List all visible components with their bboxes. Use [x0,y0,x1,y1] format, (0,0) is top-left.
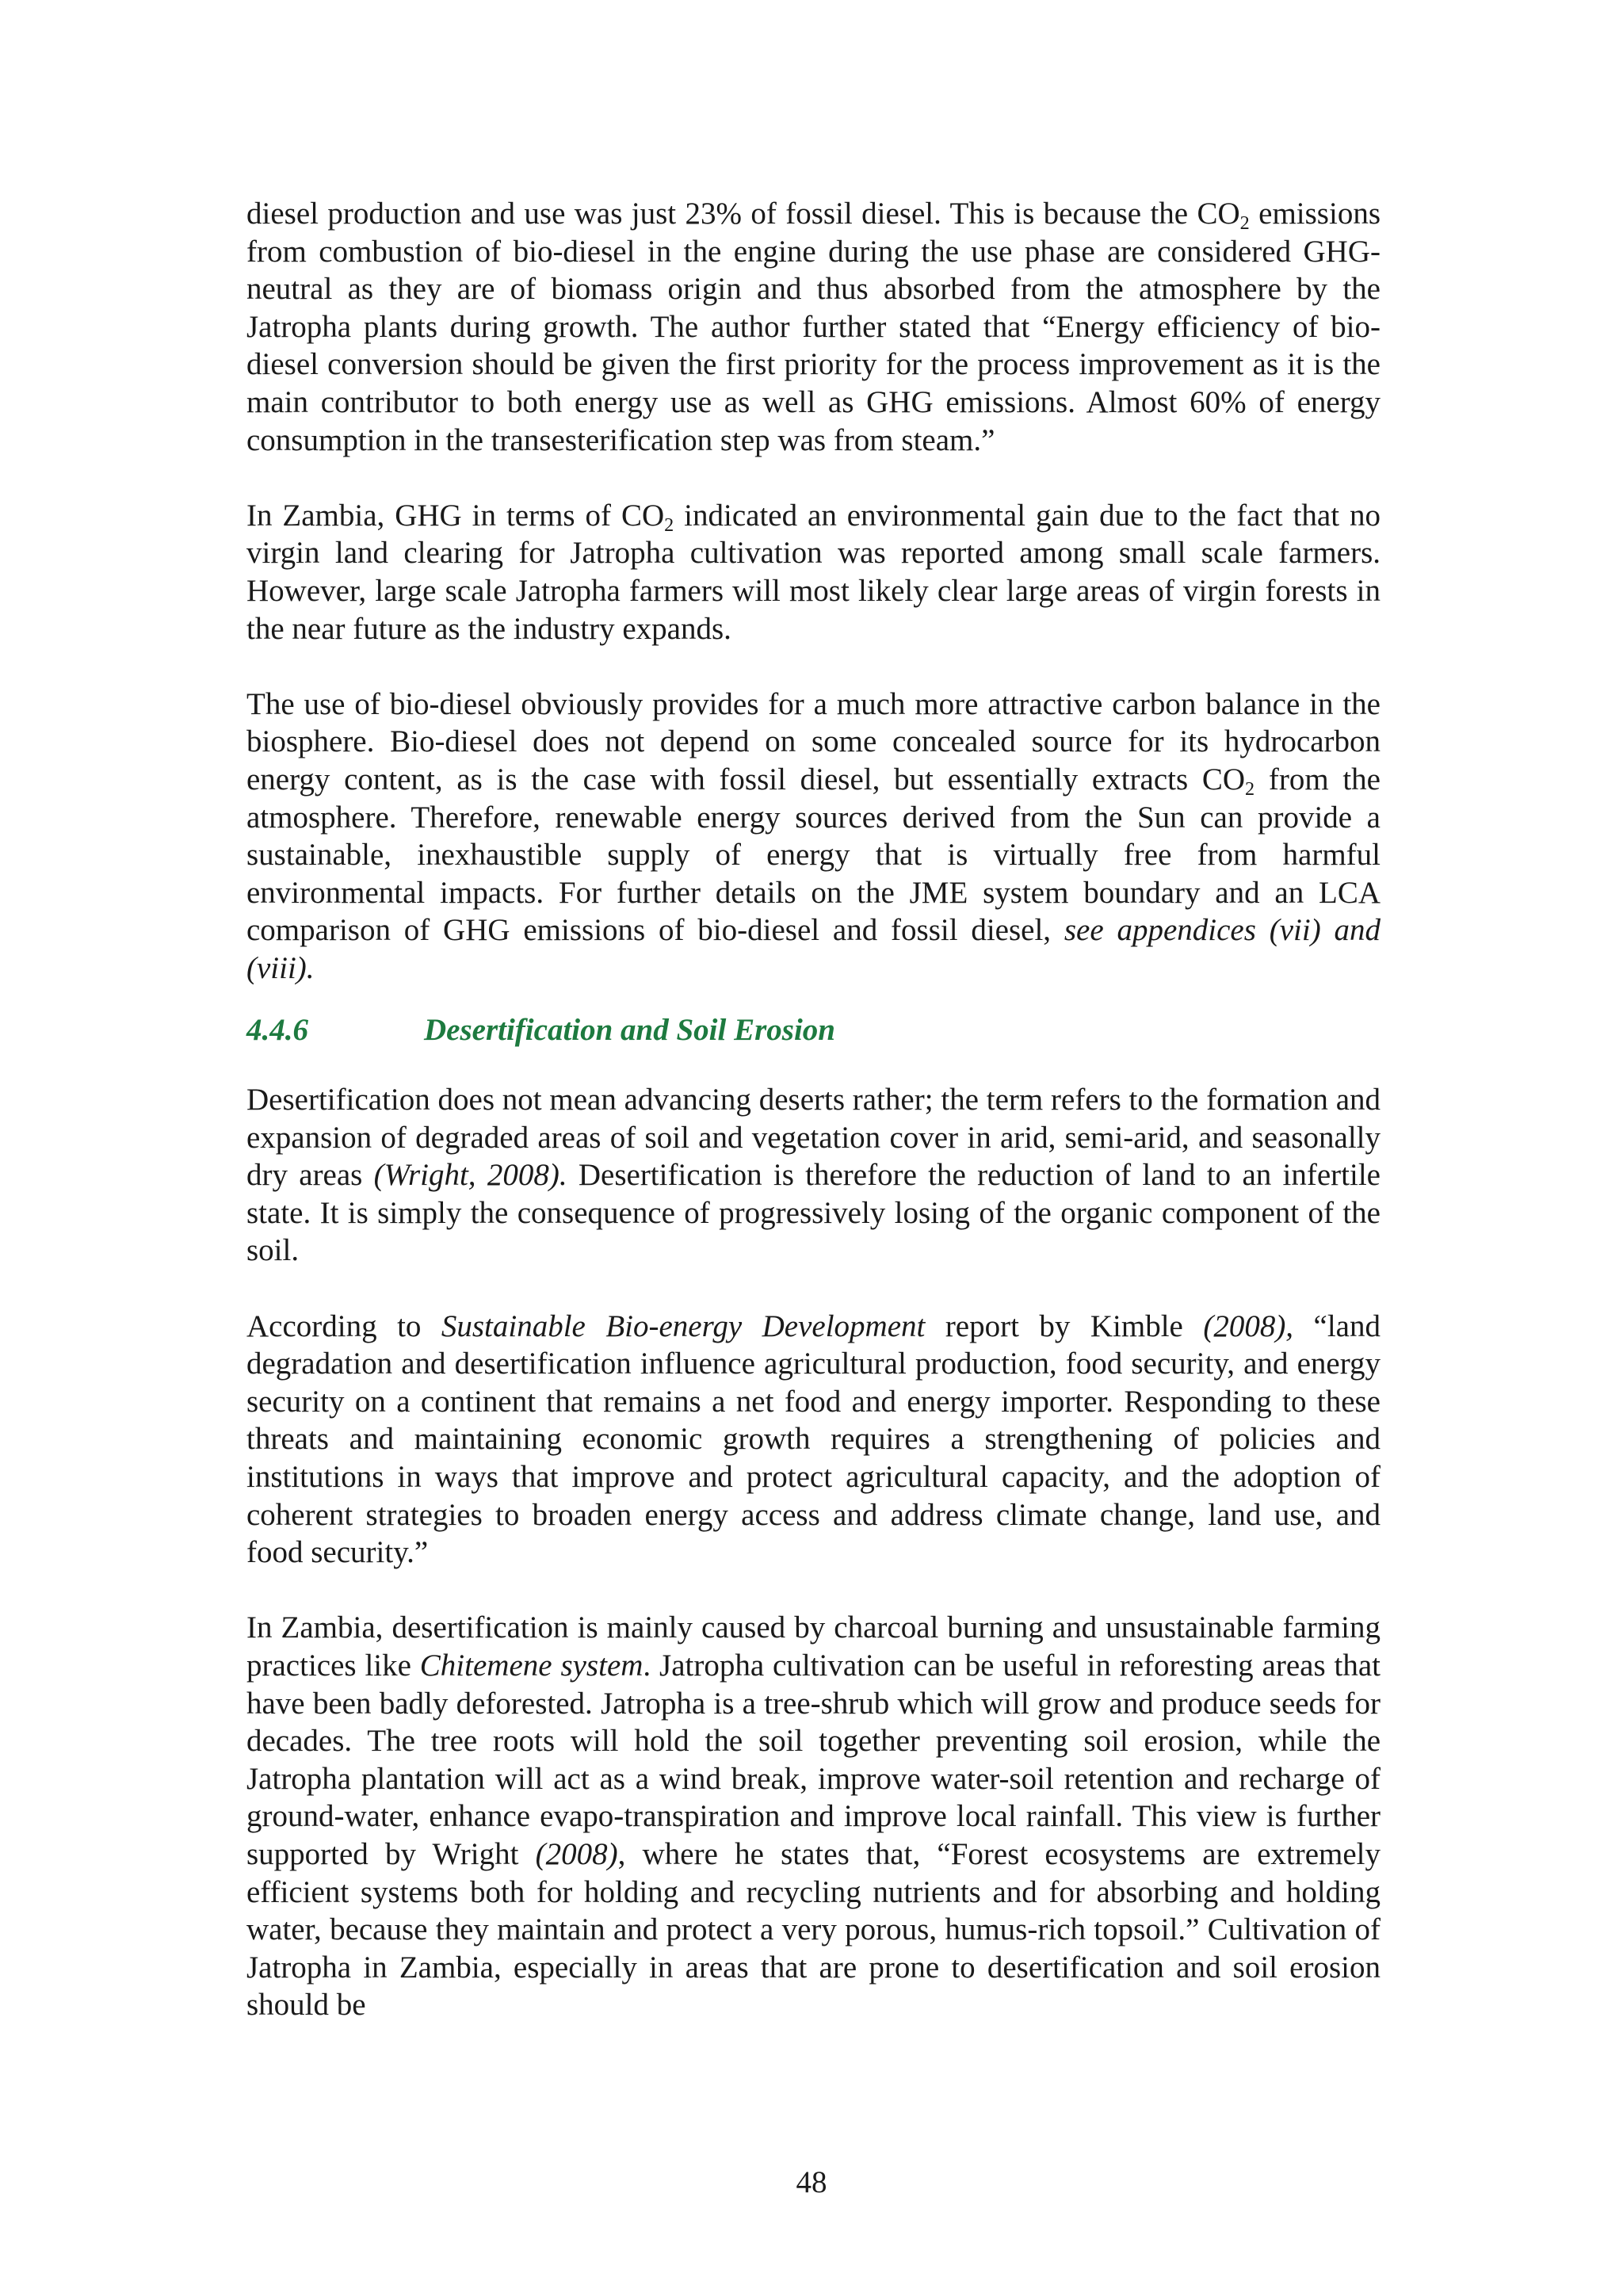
farming-system-term: Chitemene system [419,1648,643,1683]
text-segment: diesel production and use was just 23% of fossil diesel. This is because the CO [246,197,1240,231]
section-number: 4.4.6 [246,1013,308,1048]
paragraph-desertification-definition [246,1081,1381,1270]
paragraph-kimble-report [246,1308,1381,1572]
citation: (Wright, 2008). [373,1158,567,1193]
text-segment: indicated an environmental gain due to the fact that no virgin land clearing for Jatropha cultivation was reported among small scale farmers. However, large scale Jatropha farmers will most likely clear large areas of virgin forests in the near future as the industry expands. [246,498,1381,646]
text-segment: . Jatropha cultivation can be useful in reforesting areas that have been badly deforested. Jatropha is a tree-shrub which will grow and produce seeds for decades. The tree roots will hold the soil together preventing soil erosion, while the Jatropha plantation will act as a wind break, improve water-soil retention and recharge of ground-water, enhance evapo-transpiration and improve local rainfall. This view is further supported by Wright [246,1648,1381,1871]
text-segment: In Zambia, GHG in terms of CO [246,498,665,533]
page-number: 48 [796,2165,827,2199]
citation: (2008) [535,1836,618,1871]
paragraph-zambia-ghg [246,497,1381,648]
report-title: Sustainable Bio-energy Development [441,1308,926,1343]
text-segment: Desertification is therefore the reduction of land to an infertile state. It is simply the consequence of progressively losing of the organic component of the soil. [246,1158,1381,1268]
text-segment: , where he states that, “Forest ecosystems are extremely efficient systems both for holding and recycling nutrients and for absorbing and holding water, because they maintain and protect a very porous, humus-rich topsoil.” Cultivation of Jatropha in Zambia, especially in areas that are prone to desertification and soil erosion should be [246,1836,1381,2023]
text-segment: The use of bio-diesel obviously provides for a much more attractive carbon balance in the biosphere. Bio-diesel does not depend on some concealed source for its hydrocarbon energy content, as is the case with fossil diesel, but essentially extracts CO [246,686,1381,797]
section-title: Desertification and Soil Erosion [424,1013,835,1048]
text-segment: Desertification does not mean advancing deserts rather; the term refers to the formation and expansion of degraded areas of soil and vegetation cover in arid, semi-arid, and seasonally dry areas [246,1083,1381,1193]
subscript: 2 [1239,212,1250,234]
text-segment: In Zambia, desertification is mainly caused by charcoal burning and unsustainable farming practices like [246,1610,1381,1683]
appendix-reference: see appendices (vii) and (viii). [246,913,1381,985]
text-segment: from the atmosphere. Therefore, renewable energy sources derived from the Sun can provide a sustainable, inexhaustible supply of energy that is virtually free from harmful environmental impacts. For further details on the JME system boundary and an LCA comparison of GHG emissions of bio-diesel and fossil diesel, [246,762,1381,948]
citation: (2008), [1203,1308,1294,1343]
text-segment: report by Kimble [925,1308,1204,1343]
paragraph-ghg-emissions [246,195,1381,459]
text-segment: “land degradation and desertification influence agricultural production, food security, and energy security on a continent that remains a net food and energy importer. Responding to these threats and maintaining economic growth requires a strengthening of policies and institutions in ways that improve and protect agricultural capacity, and the adoption of coherent strategies to broaden energy access and address climate change, land use, and food security.” [246,1308,1381,1570]
text-segment: emissions from combustion of bio-diesel in the engine during the use phase are considered GHG-neutral as they are of biomass origin and thus absorbed from the atmosphere by the Jatropha plants during growth. The author further stated that “Energy efficiency of bio-diesel conversion should be given the first priority for the process improvement as it is the main contributor to both energy use as well as GHG emissions. Almost 60% of energy consumption in the transesterification step was from steam.” [246,197,1381,457]
subscript: 2 [664,514,674,536]
section-heading [246,1011,1381,1049]
page-body [246,195,1381,2024]
text-segment: According to [246,1308,441,1343]
subscript: 2 [1245,777,1255,800]
paragraph-zambia-desertification [246,1609,1381,2024]
paragraph-carbon-balance [246,686,1381,988]
